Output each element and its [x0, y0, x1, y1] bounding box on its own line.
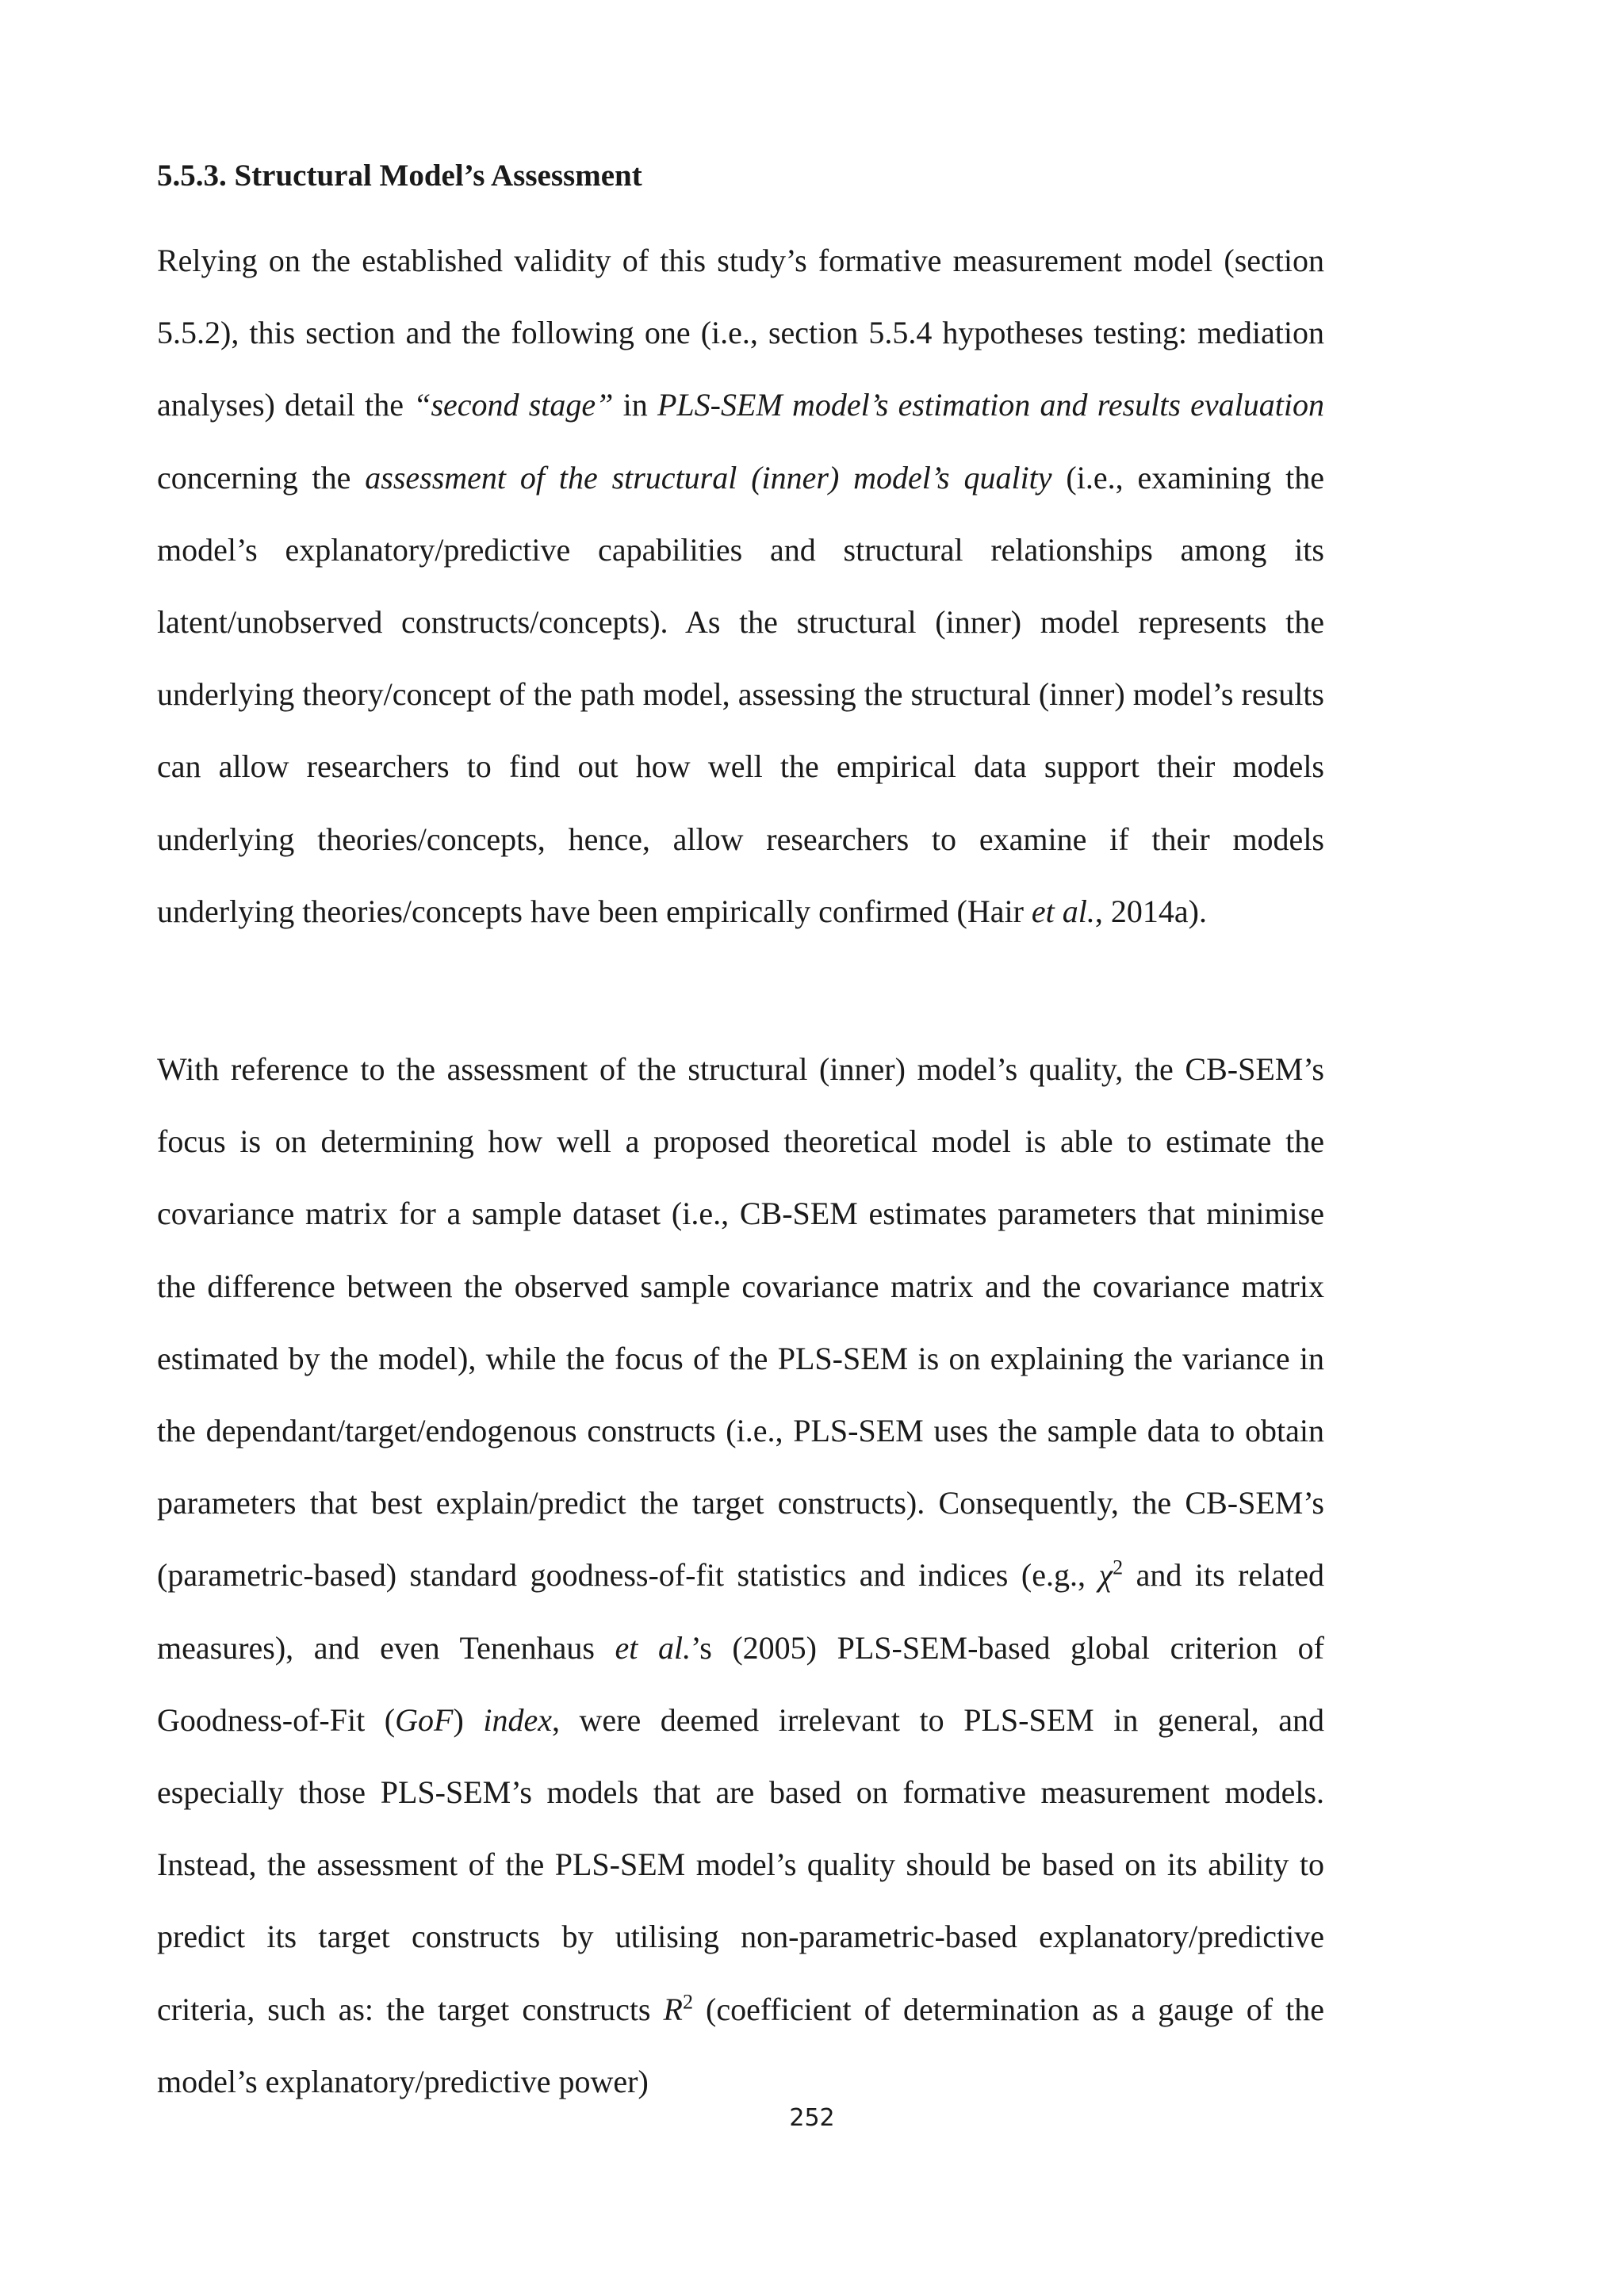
text-span: (coefficient of determination as a gauge of the model’s explanatory/predictive power)	[157, 1991, 1324, 2099]
italic-span: “second stage”	[413, 387, 614, 423]
italic-span: index	[483, 1701, 552, 1738]
text-span: , 2014a).	[1094, 893, 1207, 929]
italic-span: PLS-SEM model’s estimation and results evaluation	[657, 387, 1324, 423]
text-span: (i.e., examining the model’s explanatory/predictive capabilities and structural relationships among its latent/unobserved constructs/concepts). As the structural (inner) model represents the underlying theory/concept of the path model, assessing the structural (inner) model’s results can allow researchers to find out how well the empirical data support their models underlying theories/concepts, hence, allow researchers to examine if their models underlying theories/concepts have been empirically confirmed (Hair	[157, 459, 1325, 929]
italic-span: GoF	[395, 1701, 454, 1738]
italic-span: et al.	[1031, 893, 1095, 929]
paragraph-structural-model-intro	[157, 224, 1324, 947]
text-span: With reference to the assessment of the structural (inner) model’s quality, the CB-SEM’s focus is on determining how well a proposed theoretical model is able to estimate the covariance matrix for a sample dataset (i.e., CB-SEM estimates parameters that minimise the difference between the observed sample covariance matrix and the covariance matrix estimated by the model), while the focus of the PLS-SEM is on explaining the variance in the dependant/target/endogenous constructs (i.e., PLS-SEM uses the sample data to obtain parameters that best explain/predict the target constructs). Consequently, the CB-SEM’s (parametric-based) standard goodness-of-fit statistics and indices (e.g.,	[157, 1051, 1324, 1594]
text-span: ’s (2005) PLS-SEM-based global criterion of Goodness-of-Fit (	[157, 1629, 1325, 1738]
chi-superscript: 2	[1113, 1556, 1124, 1580]
page-number: 252	[789, 2104, 835, 2132]
italic-span: assessment of the structural (inner) model’s quality	[365, 459, 1052, 496]
r-superscript: 2	[682, 1990, 693, 2014]
text-span: and its related measures), and even Tenenhaus	[157, 1557, 1324, 1666]
text-span: concerning the	[157, 459, 366, 496]
text-span: Relying on the established validity of this study’s formative measurement model (section 5.5.2), this section and the following one (i.e., section 5.5.4 hypotheses testing: mediation analyses) detail the	[157, 243, 1324, 423]
text-span: )	[453, 1701, 484, 1738]
text-span: , were deemed irrelevant to PLS-SEM in general, and especially those PLS-SEM’s models that are based on formative measurement models. Instead, the assessment of the PLS-SEM model’s quality should be based on its ability to predict its target constructs by utilising non-parametric-based explanatory/predictive criteria, such as: the target constructs	[157, 1701, 1325, 2027]
chi-symbol: χ	[1098, 1557, 1113, 1594]
paragraph-cb-sem-vs-pls-sem	[157, 1033, 1324, 2118]
text-span: in	[613, 387, 657, 423]
italic-span: et al.	[615, 1629, 691, 1666]
section-heading: 5.5.3. Structural Model’s Assessment	[157, 159, 642, 193]
r-symbol: R	[663, 1991, 683, 2027]
